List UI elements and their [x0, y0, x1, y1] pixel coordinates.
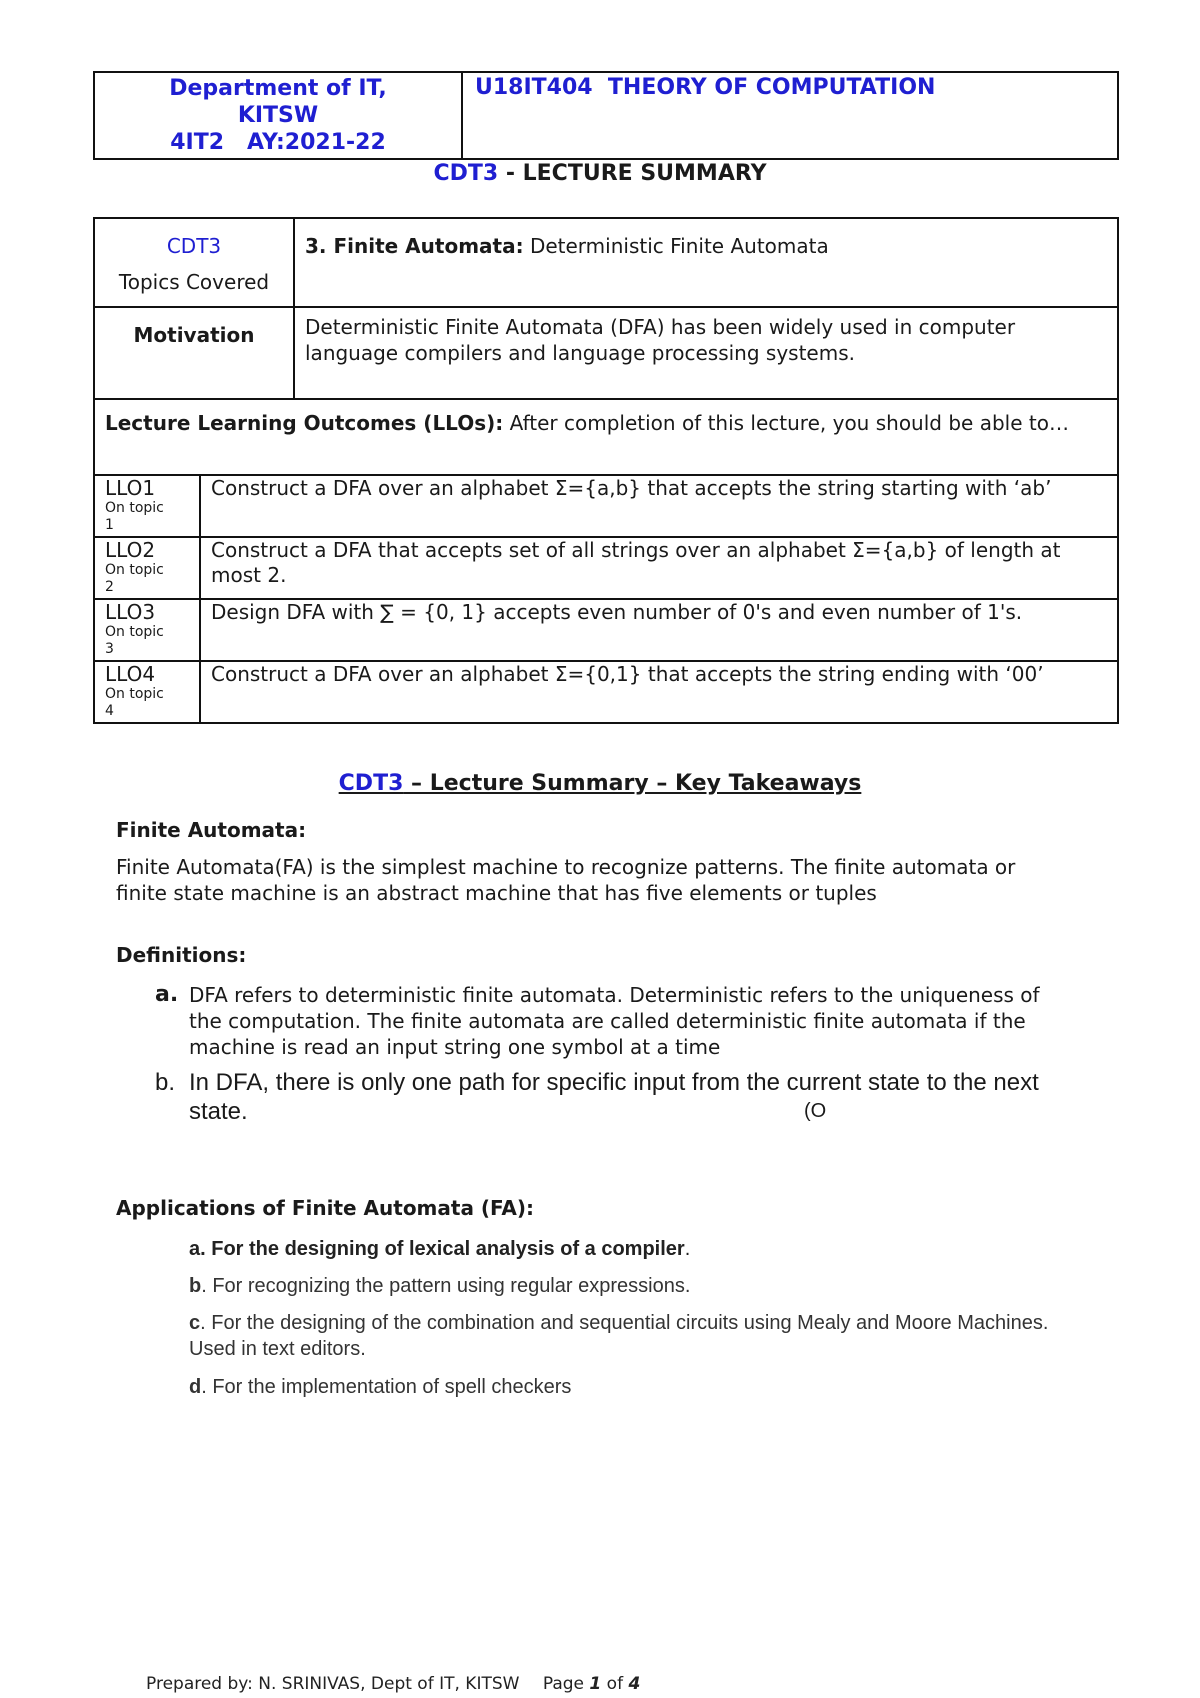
llo-on-topic: On topic — [105, 686, 164, 702]
takeaways-heading — [0, 771, 1200, 796]
table-row — [94, 599, 1118, 661]
llo-code: LLO4 — [105, 662, 156, 686]
llo-topic-number: 2 — [105, 579, 114, 595]
llo-id-cell — [94, 475, 200, 537]
application-d: . For the implementation of spell checkers — [201, 1376, 572, 1398]
topic-code: CDT3 — [166, 234, 222, 258]
llo-heading-cell — [94, 399, 1118, 475]
course-cell — [462, 72, 1118, 159]
fa-heading: Finite Automata: — [116, 818, 307, 842]
llo-id-cell — [94, 599, 200, 661]
list-marker: b — [189, 1275, 202, 1297]
list-item — [189, 1273, 1069, 1299]
llo-text: Construct a DFA that accepts set of all strings over an alphabet Σ={a,b} of length at most 2. — [200, 537, 1118, 599]
summary-table — [93, 217, 1119, 476]
applications-heading: Applications of Finite Automata (FA): — [116, 1196, 535, 1220]
page-number: 1 — [589, 1674, 602, 1694]
definition-a: DFA refers to deterministic finite automata. Deterministic refers to the uniqueness of the computation. The finite automata are called deterministic finite automata if the machine is read an input string one symbol at a time — [189, 983, 1040, 1059]
llo-topic-number: 3 — [105, 641, 114, 657]
llo-code: LLO1 — [105, 476, 156, 500]
prepared-by: Prepared by: N. SRINIVAS, Dept of IT, KITSW — [146, 1674, 520, 1694]
list-marker: b. — [155, 1069, 176, 1096]
list-marker: c — [189, 1312, 201, 1334]
list-item — [189, 1310, 1069, 1362]
department-line: Department of IT, — [169, 76, 387, 101]
list-item — [155, 1068, 1055, 1126]
llo-text: Construct a DFA over an alphabet Σ={0,1} that accepts the string ending with ‘00’ — [200, 661, 1118, 723]
topic-label-cell — [94, 218, 294, 307]
topic-content-cell — [294, 218, 1118, 307]
llo-text: Design DFA with ∑ = {0, 1} accepts even number of 0's and even number of 1's. — [200, 599, 1118, 661]
list-item — [155, 982, 1055, 1060]
table-row — [94, 661, 1118, 723]
llo-id-cell — [94, 661, 200, 723]
llo-text: Construct a DFA over an alphabet Σ={a,b} that accepts the string starting with ‘ab’ — [200, 475, 1118, 537]
topic-label: Topics Covered — [118, 270, 270, 294]
llo-on-topic: On topic — [105, 624, 164, 640]
application-a: a. For the designing of lexical analysis of a compiler — [189, 1238, 685, 1260]
class-year-line: 4IT2 AY:2021-22 — [170, 130, 386, 155]
application-c: . For the designing of the combination and sequential circuits using Mealy and Moore Machines. Used in text editors. — [189, 1312, 1049, 1360]
table-row — [94, 537, 1118, 599]
page-footer — [146, 1674, 640, 1694]
department-cell — [94, 72, 462, 159]
page-of: of — [601, 1674, 629, 1694]
llo-code: LLO3 — [105, 600, 156, 624]
definitions-list — [155, 982, 1055, 1126]
page-label: Page — [542, 1674, 590, 1694]
llo-table — [93, 474, 1119, 724]
takeaways-code: CDT3 — [338, 771, 404, 796]
llo-code: LLO2 — [105, 538, 156, 562]
topic-bold: 3. Finite Automata: — [305, 234, 524, 258]
page-total: 4 — [628, 1674, 641, 1694]
definitions-heading: Definitions: — [116, 943, 247, 967]
llo-on-topic: On topic — [105, 562, 164, 578]
llo-id-cell — [94, 537, 200, 599]
definition-b: In DFA, there is only one path for specific input from the current state to the next state. — [189, 1069, 1039, 1125]
list-marker: a. — [155, 982, 179, 1007]
page-title — [0, 161, 1200, 186]
title-rest: - LECTURE SUMMARY — [498, 161, 767, 186]
list-marker: d — [189, 1376, 202, 1398]
llo-heading-bold: Lecture Learning Outcomes (LLOs): — [105, 411, 504, 435]
list-item — [189, 1236, 1069, 1262]
application-a-end: . — [684, 1238, 691, 1260]
fa-paragraph: Finite Automata(FA) is the simplest machine to recognize patterns. The finite automata or finite state machine is an abstract machine that has five elements or tuples — [116, 855, 1016, 905]
motivation-label: Motivation — [94, 307, 294, 399]
topic-text: Deterministic Finite Automata — [523, 234, 829, 258]
llo-topic-number: 4 — [105, 703, 114, 719]
college-line: KITSW — [237, 103, 319, 128]
application-b: . For recognizing the pattern using regular expressions. — [201, 1275, 691, 1297]
llo-heading-text: After completion of this lecture, you should be able to… — [503, 411, 1069, 435]
title-code: CDT3 — [433, 161, 499, 186]
header-table — [93, 71, 1119, 160]
llo-topic-number: 1 — [105, 517, 114, 533]
motivation-text: Deterministic Finite Automata (DFA) has been widely used in computer language compilers and language processing systems. — [294, 307, 1118, 399]
list-item — [189, 1374, 1069, 1400]
definition-b-tail: (O — [804, 1100, 827, 1122]
table-row — [94, 475, 1118, 537]
takeaways-title: – Lecture Summary – Key Takeaways — [403, 771, 862, 796]
llo-on-topic: On topic — [105, 500, 164, 516]
course-title: U18IT404 THEORY OF COMPUTATION — [475, 75, 936, 100]
